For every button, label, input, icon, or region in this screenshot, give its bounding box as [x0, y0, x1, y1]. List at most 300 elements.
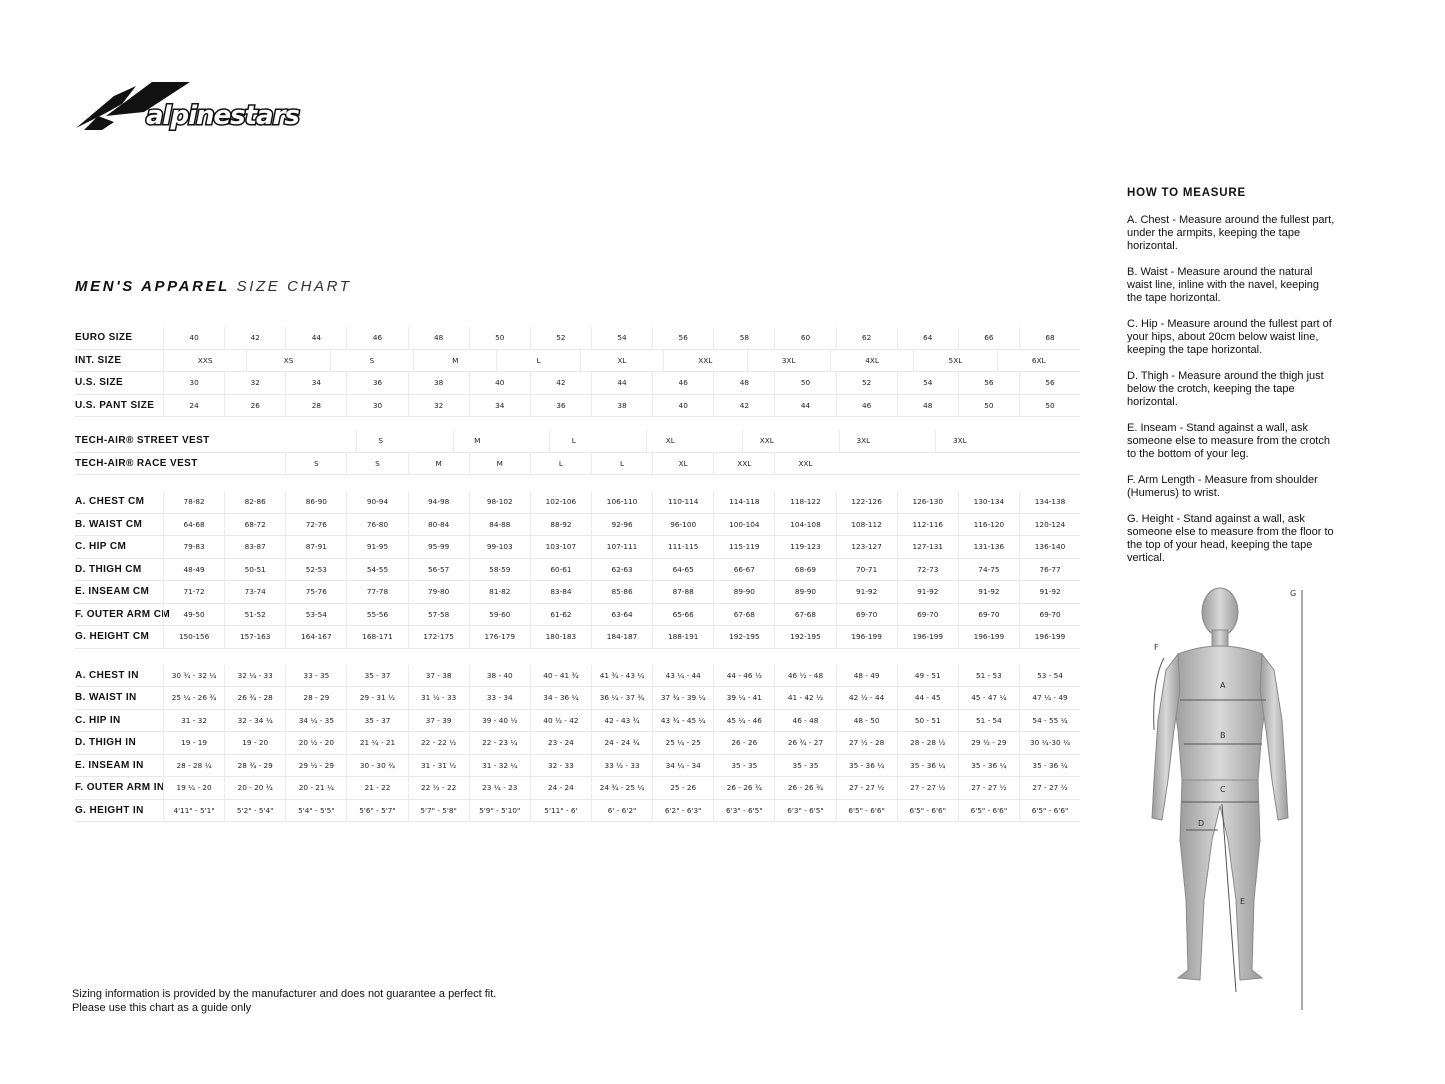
table-cell: 67-68 [774, 604, 835, 626]
svg-text:alpinestars: alpinestars [146, 101, 299, 131]
table-cell: 40 [469, 372, 530, 394]
table-cell: 46 [346, 327, 407, 349]
table-cell: 36 ¼ - 37 ¾ [591, 687, 652, 709]
table-cell: 69-70 [836, 604, 897, 626]
table-cell: 99-103 [469, 536, 530, 558]
table-cell: 134-138 [1019, 491, 1080, 513]
table-cell: 24 [163, 395, 224, 417]
row-label: U.S. SIZE [75, 377, 124, 389]
table-cell [501, 430, 549, 452]
table-cell: 35 - 37 [346, 710, 407, 732]
size-chart-table [75, 327, 1080, 822]
table-cell: 52-53 [285, 559, 346, 581]
row-label: TECH-AIR® RACE VEST [75, 457, 198, 469]
table-cell: M [413, 350, 496, 372]
row-label: A. CHEST IN [75, 669, 139, 681]
table-cell: 31 - 32 [163, 710, 224, 732]
row-label: C. HIP CM [75, 541, 127, 553]
table-cell: 54 - 55 ¼ [1019, 710, 1080, 732]
table-cell: 42 ½ - 44 [836, 687, 897, 709]
table-cell: 6'5" - 6'6" [1019, 800, 1080, 822]
table-cell: 3XL [935, 430, 983, 452]
table-cell: 79-83 [163, 536, 224, 558]
table-cell: 56 [958, 372, 1019, 394]
table-row [75, 604, 1080, 627]
row-label: B. WAIST CM [75, 518, 143, 530]
table-cell: 42 [530, 372, 591, 394]
table-cell: 6'2" - 6'3" [652, 800, 713, 822]
table-cell: 39 ¼ - 41 [713, 687, 774, 709]
table-cell: 29 ½ - 29 [285, 755, 346, 777]
table-cell: XXL [774, 453, 835, 475]
table-cell: 23 ¼ - 23 [469, 777, 530, 799]
table-cell: 34 [469, 395, 530, 417]
how-to-arm: F. Arm Length - Measure from shoulder (Humerus) to wrist. [1127, 474, 1318, 499]
table-cell: 103-107 [530, 536, 591, 558]
table-cell: 91-92 [1019, 581, 1080, 603]
table-cell [958, 453, 1019, 475]
table-cell: 51 - 53 [958, 665, 1019, 687]
table-row [75, 777, 1080, 800]
row-label: EURO SIZE [75, 332, 133, 344]
label-b: B [1220, 731, 1226, 740]
table-cell: 25 ¼ - 26 ¾ [163, 687, 224, 709]
table-cell: 5'2" - 5'4" [224, 800, 285, 822]
title-bold: MEN'S APPAREL [75, 278, 230, 295]
table-cell: S [356, 430, 404, 452]
how-to-measure [1127, 187, 1337, 578]
table-row [75, 350, 1080, 373]
table-cell: 72-76 [285, 514, 346, 536]
table-cell: 50-51 [224, 559, 285, 581]
table-cell: 83-87 [224, 536, 285, 558]
row-label: A. CHEST CM [75, 496, 145, 508]
table-cell: 35 - 37 [346, 665, 407, 687]
table-cell: 75-76 [285, 581, 346, 603]
table-cell: 56-57 [408, 559, 469, 581]
table-cell: 5'4" - 5'5" [285, 800, 346, 822]
table-cell: 54 [591, 327, 652, 349]
table-cell [694, 430, 742, 452]
table-cell: 48 [713, 372, 774, 394]
table-cell: 22 ½ - 22 [408, 777, 469, 799]
table-cell: M [453, 430, 501, 452]
table-cell: XXL [663, 350, 746, 372]
table-cell: 28 [285, 395, 346, 417]
table-cell: 50 - 51 [897, 710, 958, 732]
table-cell: 32 ¼ - 33 [224, 665, 285, 687]
table-cell: 68-72 [224, 514, 285, 536]
table-cell: 49-50 [163, 604, 224, 626]
table-cell: 131-136 [958, 536, 1019, 558]
table-cell: 36 [346, 372, 407, 394]
table-cell: 3XL [839, 430, 887, 452]
table-cell: 35 - 36 ¼ [836, 755, 897, 777]
table-cell: 70-71 [836, 559, 897, 581]
table-cell [308, 430, 356, 452]
table-row [75, 581, 1080, 604]
table-cell: 87-88 [652, 581, 713, 603]
table-cell: 107-111 [591, 536, 652, 558]
table-cell [887, 430, 935, 452]
table-cell: 192-195 [774, 626, 835, 648]
table-cell [163, 430, 211, 452]
page-title [75, 278, 352, 295]
table-cell: 28 ¾ - 29 [224, 755, 285, 777]
table-cell: M [469, 453, 530, 475]
table-cell: 91-92 [836, 581, 897, 603]
table-cell: 188-191 [652, 626, 713, 648]
table-cell: 33 ½ - 33 [591, 755, 652, 777]
table-cell: 41 ¾ - 43 ¼ [591, 665, 652, 687]
row-label: C. HIP IN [75, 714, 121, 726]
table-cell [1032, 430, 1080, 452]
table-cell: 37 - 38 [408, 665, 469, 687]
table-cell: 28 - 28 ¼ [163, 755, 224, 777]
table-cell: 34 ¼ - 34 [652, 755, 713, 777]
table-cell: 180-183 [530, 626, 591, 648]
table-cell: 104-108 [774, 514, 835, 536]
table-cell: L [530, 453, 591, 475]
table-cell: 60 [774, 327, 835, 349]
table-cell: 44 [591, 372, 652, 394]
row-label: TECH-AIR® STREET VEST [75, 435, 210, 447]
table-cell: 184-187 [591, 626, 652, 648]
table-cell: 4XL [830, 350, 913, 372]
table-cell: 26 ¾ - 28 [224, 687, 285, 709]
table-cell: 33 - 35 [285, 665, 346, 687]
table-cell: 28 - 28 ½ [897, 732, 958, 754]
table-cell: 47 ¼ - 49 [1019, 687, 1080, 709]
table-cell: 62 [836, 327, 897, 349]
table-row [75, 453, 1080, 476]
table-cell [211, 430, 259, 452]
table-cell: 26 - 26 ¾ [713, 777, 774, 799]
table-cell: 95-99 [408, 536, 469, 558]
table-cell: 51-52 [224, 604, 285, 626]
table-cell: 53 - 54 [1019, 665, 1080, 687]
row-label: D. THIGH IN [75, 737, 137, 749]
table-cell: 92-96 [591, 514, 652, 536]
row-label: G. HEIGHT CM [75, 631, 150, 643]
table-cell: 102-106 [530, 491, 591, 513]
table-cell: 44 [285, 327, 346, 349]
table-cell: 72-73 [897, 559, 958, 581]
table-cell: 110-114 [652, 491, 713, 513]
table-row [75, 395, 1080, 418]
table-cell: 196-199 [897, 626, 958, 648]
table-cell: 53-54 [285, 604, 346, 626]
table-cell: 38 [408, 372, 469, 394]
table-cell: 157-163 [224, 626, 285, 648]
table-cell: XXS [163, 350, 246, 372]
table-cell: 34 [285, 372, 346, 394]
table-cell: 79-80 [408, 581, 469, 603]
label-f: F [1154, 643, 1159, 652]
table-cell: 87-91 [285, 536, 346, 558]
table-cell: 54-55 [346, 559, 407, 581]
table-cell: 56 [652, 327, 713, 349]
table-cell: 35 - 36 ¼ [958, 755, 1019, 777]
table-cell: 6'5" - 6'6" [897, 800, 958, 822]
disclaimer-line-1: Sizing information is provided by the manufacturer and does not guarantee a perfect fit. [72, 988, 497, 1000]
table-cell: 126-130 [897, 491, 958, 513]
table-cell: 44 - 46 ½ [713, 665, 774, 687]
table-cell: 38 - 40 [469, 665, 530, 687]
table-cell [790, 430, 838, 452]
table-cell [897, 453, 958, 475]
table-cell: 44 [774, 395, 835, 417]
row-label: F. OUTER ARM IN [75, 782, 165, 794]
table-cell: 5'9" - 5'10" [469, 800, 530, 822]
how-to-heading: HOW TO MEASURE [1127, 187, 1246, 199]
table-cell: 119-123 [774, 536, 835, 558]
table-row [75, 687, 1080, 710]
table-cell: 34 ¼ - 35 [285, 710, 346, 732]
table-cell: 80-84 [408, 514, 469, 536]
table-cell: 62-63 [591, 559, 652, 581]
table-cell: M [408, 453, 469, 475]
table-cell: 94-98 [408, 491, 469, 513]
how-to-thigh: D. Thigh - Measure around the thigh just below the crotch, keeping the tape horizontal. [1127, 370, 1324, 408]
table-cell: S [346, 453, 407, 475]
table-cell: 54 [897, 372, 958, 394]
label-e: E [1240, 897, 1246, 906]
row-label: U.S. PANT SIZE [75, 399, 155, 411]
table-cell: 42 [713, 395, 774, 417]
table-cell: 6'5" - 6'6" [958, 800, 1019, 822]
table-cell: 37 ¾ - 39 ¼ [652, 687, 713, 709]
table-cell [260, 430, 308, 452]
table-cell: 6' - 6'2" [591, 800, 652, 822]
table-cell: 120-124 [1019, 514, 1080, 536]
table-cell: 6XL [997, 350, 1080, 372]
table-cell: 40 - 41 ¾ [530, 665, 591, 687]
table-cell: 91-95 [346, 536, 407, 558]
table-cell: 31 ½ - 33 [408, 687, 469, 709]
table-cell: 43 ¾ - 45 ¼ [652, 710, 713, 732]
table-cell: 115-119 [713, 536, 774, 558]
table-cell: 5'11" - 6' [530, 800, 591, 822]
table-row [75, 536, 1080, 559]
table-cell: 91-92 [897, 581, 958, 603]
table-cell: 127-131 [897, 536, 958, 558]
how-to-inseam: E. Inseam - Stand against a wall, ask someone else to measure from the crotch to the bottom of your leg. [1127, 422, 1330, 460]
table-cell: 32 - 34 ¼ [224, 710, 285, 732]
table-cell: 32 - 33 [530, 755, 591, 777]
table-row [75, 327, 1080, 350]
table-cell: 50 [774, 372, 835, 394]
table-cell: 5'6" - 5'7" [346, 800, 407, 822]
table-cell: 82-86 [224, 491, 285, 513]
table-cell: 25 ¼ - 25 [652, 732, 713, 754]
table-cell: 114-118 [713, 491, 774, 513]
table-row [75, 665, 1080, 688]
table-cell: 172-175 [408, 626, 469, 648]
table-cell: 78-82 [163, 491, 224, 513]
table-cell [163, 453, 224, 475]
table-cell: 85-86 [591, 581, 652, 603]
table-cell: 34 - 36 ¼ [530, 687, 591, 709]
table-cell: 30 ¼-30 ¼ [1019, 732, 1080, 754]
table-cell: 25 - 26 [652, 777, 713, 799]
table-cell: 68 [1019, 327, 1080, 349]
table-cell: 35 - 36 ¼ [897, 755, 958, 777]
table-cell: 38 [591, 395, 652, 417]
table-cell: 196-199 [836, 626, 897, 648]
table-row [75, 800, 1080, 823]
table-cell: 36 [530, 395, 591, 417]
table-cell: S [330, 350, 413, 372]
table-cell: 164-167 [285, 626, 346, 648]
table-cell: 89-90 [713, 581, 774, 603]
table-cell: 24 ¾ - 25 ¼ [591, 777, 652, 799]
table-cell: 48-49 [163, 559, 224, 581]
table-cell: 77-78 [346, 581, 407, 603]
table-row [75, 514, 1080, 537]
table-row [75, 559, 1080, 582]
table-cell: 20 ½ - 20 [285, 732, 346, 754]
table-cell: 69-70 [1019, 604, 1080, 626]
table-cell: 27 - 27 ½ [897, 777, 958, 799]
table-cell: 130-134 [958, 491, 1019, 513]
table-cell: 4'11" - 5'1" [163, 800, 224, 822]
table-cell: 168-171 [346, 626, 407, 648]
table-cell: 61-62 [530, 604, 591, 626]
table-cell: 5'7" - 5'8" [408, 800, 469, 822]
table-cell: 116-120 [958, 514, 1019, 536]
how-to-waist: B. Waist - Measure around the natural waist line, inline with the navel, keeping the tape horizontal. [1127, 266, 1320, 304]
table-cell: 66-67 [713, 559, 774, 581]
table-cell: 24 - 24 ¾ [591, 732, 652, 754]
table-cell: 122-126 [836, 491, 897, 513]
table-cell: 52 [836, 372, 897, 394]
table-cell: 51 - 54 [958, 710, 1019, 732]
table-cell: 35 - 36 ¼ [1019, 755, 1080, 777]
table-cell: 56 [1019, 372, 1080, 394]
table-cell: S [285, 453, 346, 475]
table-cell: 66 [958, 327, 1019, 349]
table-cell: 28 - 29 [285, 687, 346, 709]
table-cell: 6'3" - 6'5" [713, 800, 774, 822]
table-cell [836, 453, 897, 475]
table-cell: 84-88 [469, 514, 530, 536]
table-cell: 30 - 30 ¾ [346, 755, 407, 777]
table-cell: 29 ½ - 29 [958, 732, 1019, 754]
table-cell: 22 - 23 ¼ [469, 732, 530, 754]
table-row [75, 710, 1080, 733]
label-a: A [1220, 681, 1226, 690]
table-cell: 26 - 26 ¾ [774, 777, 835, 799]
table-cell: 33 - 34 [469, 687, 530, 709]
table-cell: 69-70 [897, 604, 958, 626]
table-cell: 19 - 20 [224, 732, 285, 754]
table-cell: 26 - 26 [713, 732, 774, 754]
table-cell [224, 453, 285, 475]
row-label: D. THIGH CM [75, 563, 142, 575]
table-cell: 26 ¾ - 27 [774, 732, 835, 754]
table-cell: 91-92 [958, 581, 1019, 603]
how-to-height: G. Height - Stand against a wall, ask someone else to measure from the floor to the top of your head, keeping the tape vertical. [1127, 513, 1334, 564]
table-cell: 32 [224, 372, 285, 394]
label-d: D [1198, 819, 1205, 828]
table-cell: 65-66 [652, 604, 713, 626]
table-cell: 111-115 [652, 536, 713, 558]
table-cell: 27 - 27 ½ [836, 777, 897, 799]
table-cell: L [591, 453, 652, 475]
table-cell: XL [580, 350, 663, 372]
table-cell: 6'5" - 6'6" [836, 800, 897, 822]
title-light: SIZE CHART [236, 278, 352, 295]
table-cell: 74-75 [958, 559, 1019, 581]
how-to-chest: A. Chest - Measure around the fullest part, under the armpits, keeping the tape horizontal. [1127, 214, 1335, 252]
table-cell: 118-122 [774, 491, 835, 513]
table-cell: 48 - 50 [836, 710, 897, 732]
table-row [75, 626, 1080, 649]
table-cell: 30 ¾ - 32 ¼ [163, 665, 224, 687]
label-g: G [1290, 589, 1297, 598]
table-cell: 40 ½ - 42 [530, 710, 591, 732]
table-cell [597, 430, 645, 452]
table-cell: 86-90 [285, 491, 346, 513]
table-row [75, 755, 1080, 778]
table-row [75, 491, 1080, 514]
table-cell: 21 - 22 [346, 777, 407, 799]
table-cell: 24 - 24 [530, 777, 591, 799]
table-cell: 50 [1019, 395, 1080, 417]
table-cell: 32 [408, 395, 469, 417]
table-cell: XL [646, 430, 694, 452]
table-cell: 40 [652, 395, 713, 417]
table-cell: 39 - 40 ½ [469, 710, 530, 732]
table-cell: 31 - 32 ¼ [469, 755, 530, 777]
table-cell: 58 [713, 327, 774, 349]
table-cell: 90-94 [346, 491, 407, 513]
row-label: B. WAIST IN [75, 692, 137, 704]
table-cell: 30 [346, 395, 407, 417]
table-cell: 73-74 [224, 581, 285, 603]
row-label: E. INSEAM IN [75, 759, 144, 771]
table-cell: 89-90 [774, 581, 835, 603]
table-row [75, 372, 1080, 395]
table-cell: 64 [897, 327, 958, 349]
table-cell: 96-100 [652, 514, 713, 536]
table-cell: 5XL [913, 350, 996, 372]
table-cell: 55-56 [346, 604, 407, 626]
table-cell: 43 ¼ - 44 [652, 665, 713, 687]
disclaimer-line-2: Please use this chart as a guide only [72, 1002, 252, 1014]
how-to-hip: C. Hip - Measure around the fullest part of your hips, about 20cm below waist line, keeping the tape horizontal. [1127, 318, 1332, 356]
row-label: E. INSEAM CM [75, 586, 150, 598]
table-cell: 64-65 [652, 559, 713, 581]
table-cell: 30 [163, 372, 224, 394]
table-cell: 46 ½ - 48 [774, 665, 835, 687]
table-cell: 35 - 35 [774, 755, 835, 777]
table-row [75, 430, 1080, 453]
row-label: INT. SIZE [75, 354, 122, 366]
table-cell: 64-68 [163, 514, 224, 536]
table-cell: 71-72 [163, 581, 224, 603]
table-cell: 100-104 [713, 514, 774, 536]
table-cell: 52 [530, 327, 591, 349]
table-cell: 45 - 47 ¼ [958, 687, 1019, 709]
table-cell: 46 [836, 395, 897, 417]
body-measurement-figure [1140, 580, 1320, 1020]
table-cell: 59-60 [469, 604, 530, 626]
table-cell: 150-156 [163, 626, 224, 648]
table-cell: 49 - 51 [897, 665, 958, 687]
table-cell: 27 - 27 ½ [958, 777, 1019, 799]
